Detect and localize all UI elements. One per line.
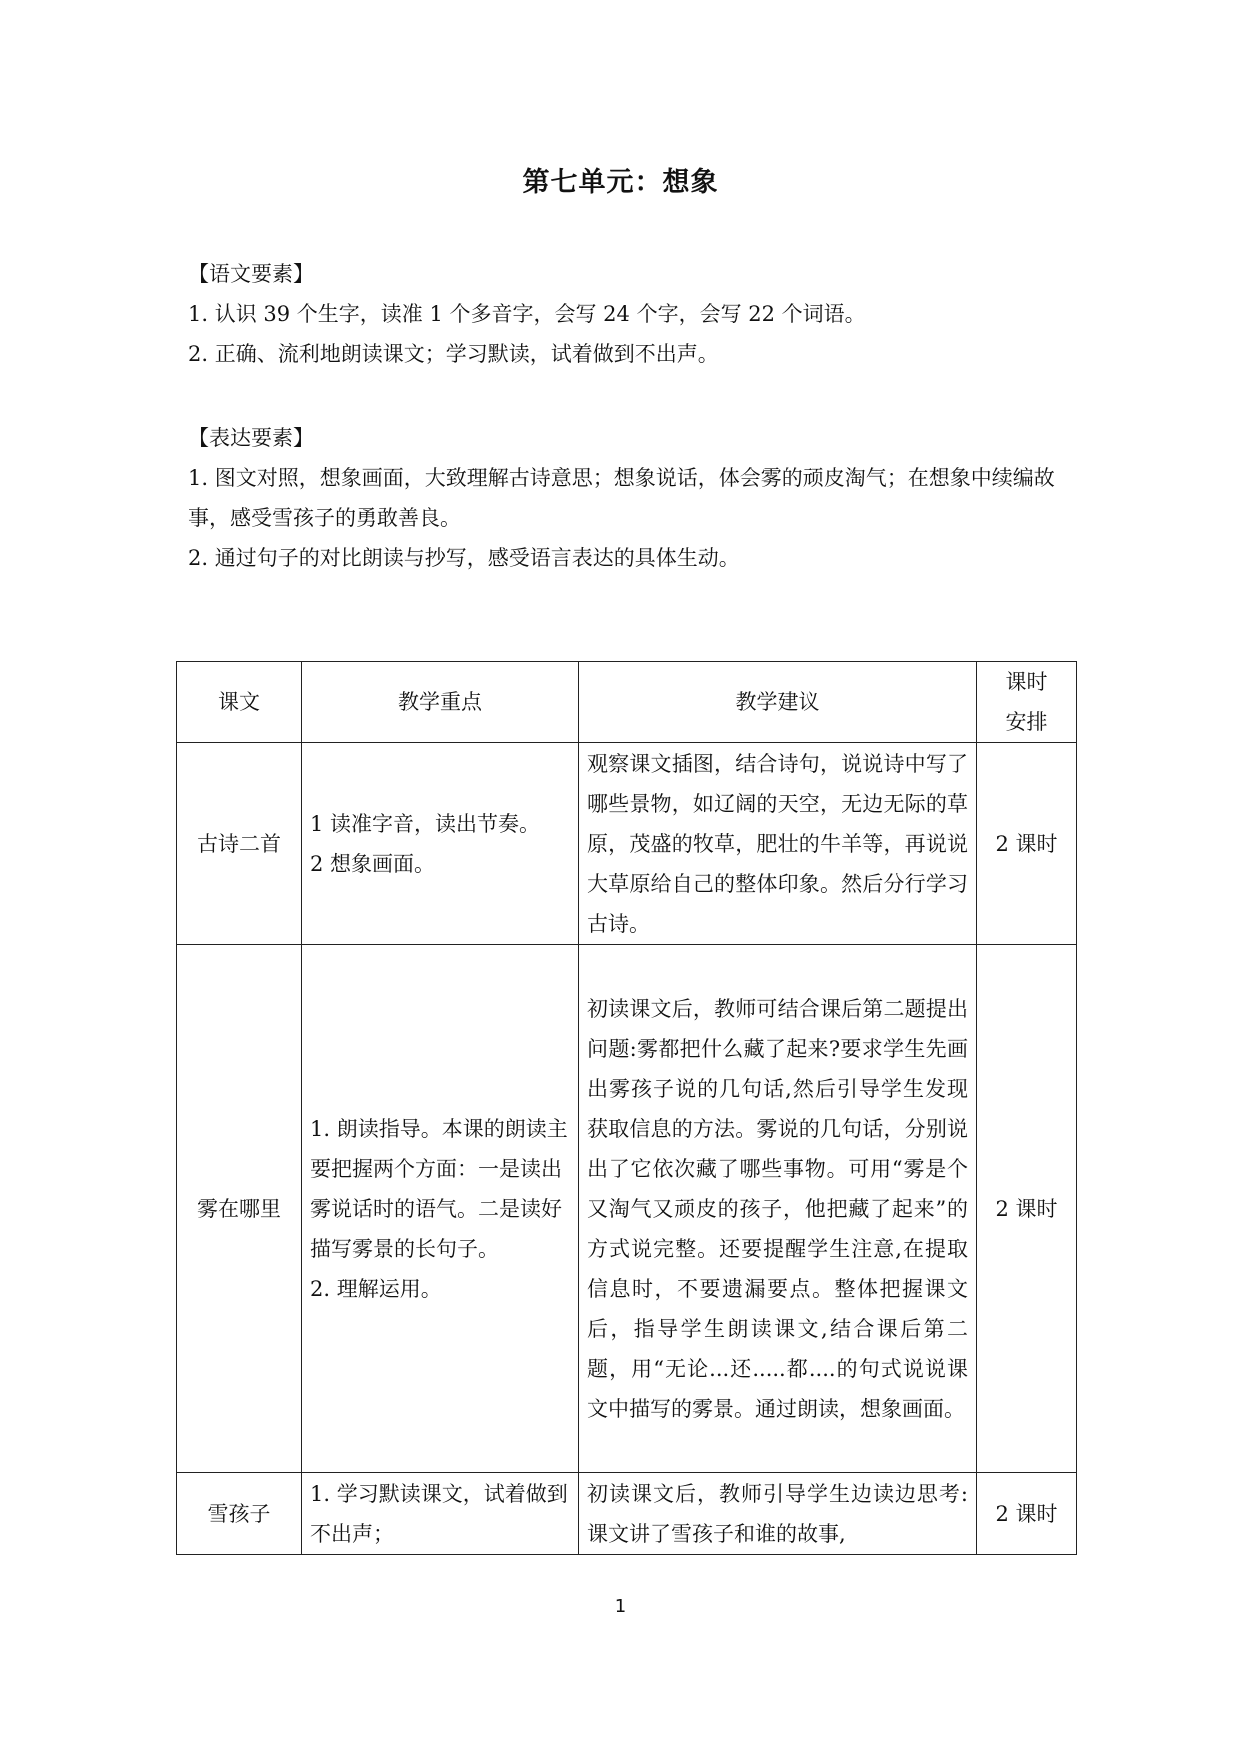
- header-hours-line: 安排: [1005, 710, 1048, 734]
- cell-focus: [302, 945, 579, 1473]
- expression-element-item: 2. 通过句子的对比朗读与抄写，感受语言表达的具体生动。: [188, 546, 740, 570]
- cell-focus: [302, 743, 579, 945]
- cell-suggestion: 观察课文插图，结合诗句，说说诗中写了哪些景物，如辽阔的天空，无边无际的草原，茂盛的牧草，肥壮的牛羊等，再说说大草原给自己的整体印象。然后分行学习古诗。: [579, 743, 977, 945]
- cell-hours: 2 课时: [977, 945, 1077, 1473]
- cell-suggestion: 初读课文后，教师引导学生边读边思考:课文讲了雪孩子和谁的故事,: [579, 1473, 977, 1555]
- language-element-item: 2. 正确、流利地朗读课文；学习默读，试着做到不出声。: [188, 342, 719, 366]
- expression-element-item: 1. 图文对照，想象画面，大致理解古诗意思；想象说话，体会雾的顽皮淘气；在想象中续编故事，感受雪孩子的勇敢善良。: [188, 466, 1055, 530]
- cell-hours: 2 课时: [977, 743, 1077, 945]
- focus-line: 1. 学习默读课文，试着做到不出声；: [310, 1481, 568, 1546]
- expression-elements-section: [188, 418, 1068, 578]
- header-focus: 教学重点: [302, 662, 579, 743]
- cell-suggestion: 初读课文后，教师可结合课后第二题提出问题:雾都把什么藏了起来?要求学生先画出雾孩子说的几句话,然后引导学生发现获取信息的方法。雾说的几句话，分别说出了它依次藏了哪些事物。可用“雾是个又淘气又顽皮的孩子，他把藏了起来”的方式说完整。还要提醒学生注意,在提取信息时，不要遗漏要点。整体把握课文后，指导学生朗读课文,结合课后第二题，用“无论...还.....都....的句式说说课文中描写的雾景。通过朗读，想象画面。: [579, 945, 977, 1473]
- language-elements-section: [188, 254, 1068, 374]
- header-suggestion: 教学建议: [579, 662, 977, 743]
- focus-line: 1 读准字音，读出节奏。: [310, 811, 541, 836]
- table-row: [177, 743, 1077, 945]
- language-element-item: 1. 认识 39 个生字，读准 1 个多音字，会写 24 个字，会写 22 个词语。: [188, 302, 866, 326]
- cell-text: 雾在哪里: [177, 945, 302, 1473]
- section-heading: 【表达要素】: [188, 426, 314, 450]
- page-number: 1: [614, 1596, 627, 1617]
- page-title: 第七单元：想象: [522, 167, 719, 198]
- header-hours: [977, 662, 1077, 743]
- header-text: 课文: [177, 662, 302, 743]
- focus-line: 2 想象画面。: [310, 851, 436, 876]
- header-hours-line: 课时: [1005, 670, 1048, 694]
- cell-text: 古诗二首: [177, 743, 302, 945]
- table-row: [177, 1473, 1077, 1555]
- focus-line: 1. 朗读指导。本课的朗读主要把握两个方面：一是读出雾说话时的语气。二是读好描写雾景的长句子。: [310, 1116, 568, 1261]
- table-header-row: [177, 662, 1077, 743]
- cell-focus: [302, 1473, 579, 1555]
- section-heading: 【语文要素】: [188, 262, 314, 286]
- table-row: [177, 945, 1077, 1473]
- focus-line: 2. 理解运用。: [310, 1276, 442, 1301]
- cell-text: 雪孩子: [177, 1473, 302, 1555]
- teaching-plan-table: [176, 661, 1077, 1555]
- cell-hours: 2 课时: [977, 1473, 1077, 1555]
